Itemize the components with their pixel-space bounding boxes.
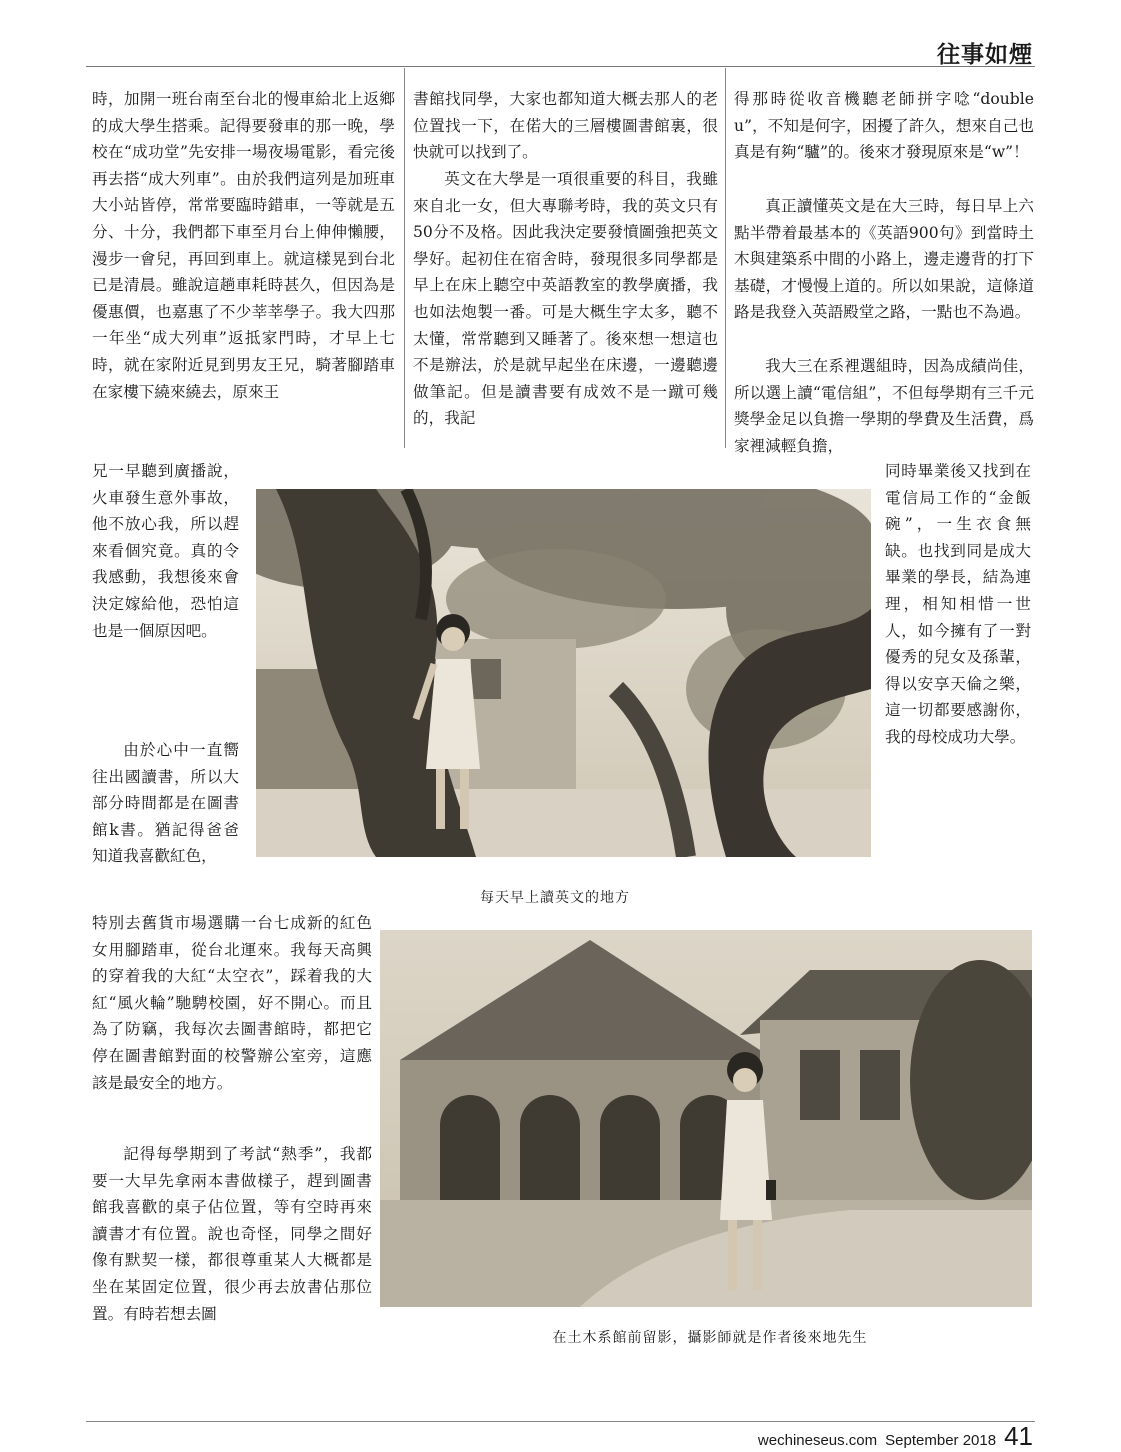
footer-date: September 2018	[885, 1432, 997, 1449]
photo-building-illustration	[380, 930, 1032, 1307]
page-number: 41	[1004, 1421, 1033, 1451]
photo-building	[380, 930, 1032, 1307]
photo-trees-caption: 每天早上讀英文的地方	[480, 890, 630, 906]
section-title: 往事如煙	[937, 41, 1033, 68]
column1-paragraph-3: 記得每學期到了考試“熱季”，我都要一大早先拿兩本書做樣子，趕到圖書館我喜歡的桌子佔位置，等有空時再來讀書才有位置。說也奇怪，同學之間好像有默契一樣，都很尊重某人大概都是坐在某固定位置，很少再去放書佔那位置。有時若想去圖	[92, 1145, 372, 1323]
footer	[758, 1421, 1033, 1451]
footer-website: wechineseus.com	[757, 1432, 878, 1449]
column2-paragraph-2: 英文在大學是一項很重要的科目，我雖來自北一女，但大專聯考時，我的英文只有50分不及格。因此我決定要發憤圖強把英文學好。起初住在宿舍時，發現很多同學都是早上在床上聽空中英語教室的教學廣播，我也如法炮製一番。可是大概生字太多，聽不太懂，常常聽到又睡著了。後來想一想這也不是辦法，於是就早起坐在床邊，一邊聽邊做筆記。但是讀書要有成效不是一蹴可幾的，我記	[413, 170, 718, 428]
column3-paragraph-2: 真正讀懂英文是在大三時，每日早上六點半帶着最基本的《英語900句》到當時土木與建築系中間的小路上，邊走邊背的打下基礎，才慢慢上道的。所以如果說，這條道路是我登入英語殿堂之路，一點也不為過。	[734, 197, 1034, 322]
column1-paragraph-2-continued: 特別去舊貨市場選購一台七成新的紅色女用腳踏車，從台北運來。我每天高興的穿着我的大紅“太空衣”，踩着我的大紅“風火輪”馳騁校園，好不開心。而且為了防竊，我每次去圖書館時，都把它停在圖書館對面的校警辦公室旁，這應該是最安全的地方。	[92, 914, 372, 1092]
column2-paragraph-1: 書館找同學，大家也都知道大概去那人的老位置找一下，在偌大的三層樓圖書館裏，很快就可以找到了。	[413, 90, 718, 162]
column-divider-left	[404, 68, 405, 448]
photo-building-caption: 在土木系館前留影，攝影師就是作者後來地先生	[552, 1330, 868, 1346]
column1-paragraph-1: 時，加開一班台南至台北的慢車給北上返鄉的成大學生搭乘。記得要發車的那一晚，學校在“成功堂”先安排一場夜場電影，看完後再去搭“成大列車”。由於我們這列是加班車大小站皆停，常常要臨時錯車，一等就是五分、十分，我們都下車至月台上伸伸懶腰，漫步一會兒，再回到車上。就這樣晃到台北已是清晨。雖說這趟車耗時甚久，但因為是優惠價，也嘉惠了不少莘莘學子。我大四那一年坐“成大列車”返抵家門時，才早上七時，就在家附近見到男友王兄，騎著腳踏車在家樓下繞來繞去，原來王	[92, 90, 395, 401]
column-divider-right	[725, 68, 726, 448]
column1-paragraph-2: 由於心中一直嚮往出國讀書，所以大部分時間都是在圖書館k書。猶記得爸爸知道我喜歡紅色，	[92, 741, 239, 866]
column1-paragraph-1-continued: 兄一早聽到廣播說，火車發生意外事故，他不放心我，所以趕來看個究竟。真的令我感動，我想後來會決定嫁給他，恐怕這也是一個原因吧。	[92, 462, 239, 640]
header-rule	[86, 66, 1035, 67]
column3-paragraph-3-continued: 同時畢業後又找到在電信局工作的“金飯碗”，一生衣食無缺。也找到同是成大畢業的學長，結為連理，相知相惜一世人，如今擁有了一對優秀的兒女及孫輩，得以安享天倫之樂，這一切都要感謝你，我的母校成功大學。	[885, 462, 1031, 746]
photo-trees	[256, 489, 871, 857]
photo-trees-illustration	[256, 489, 871, 857]
column3-paragraph-3: 我大三在系裡選組時，因為成績尚佳，所以選上讀“電信組”，不但每學期有三千元獎學金足以負擔一學期的學費及生活費，爲家裡減輕負擔，	[734, 357, 1034, 455]
column3-paragraph-1: 得那時從收音機聽老師拼字唸“double u”，不知是何字，困擾了許久，想來自己也真是有夠“驢”的。後來才發現原來是“w”！	[734, 90, 1034, 162]
